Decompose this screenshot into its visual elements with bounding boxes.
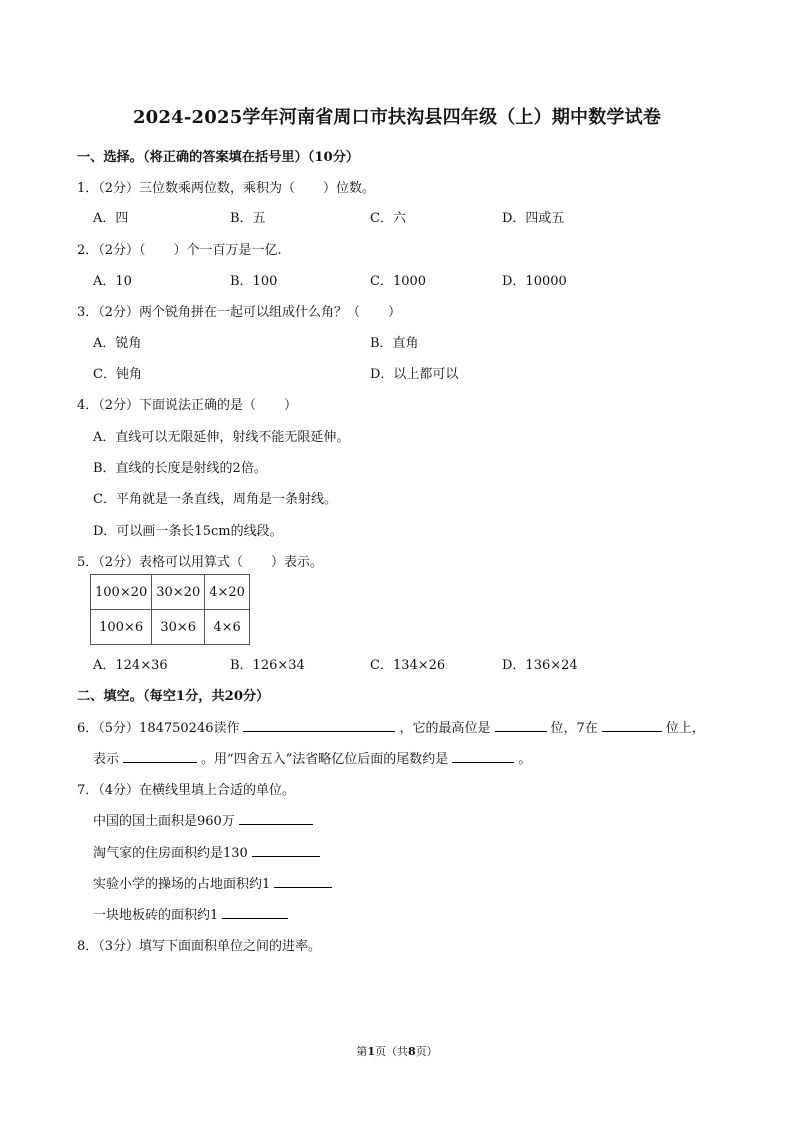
q6-text-7: 。: [518, 752, 532, 767]
question-5-stem-b: ）表示。: [271, 555, 324, 570]
q7-item-3-text: 实验小学的操场的占地面积约1: [93, 877, 271, 892]
q7-item-4: [93, 904, 292, 923]
question-1: [77, 177, 375, 196]
q1-option-d[interactable]: D．四或五: [502, 211, 565, 226]
question-6-line-2: [93, 748, 531, 767]
q2-option-c[interactable]: C．1000: [370, 274, 427, 289]
table-cell: 100×20: [91, 575, 152, 610]
question-4-stem-b: ）: [284, 398, 298, 413]
question-5: [77, 551, 323, 570]
section-1-heading: 一、选择。（将正确的答案填在括号里）（10分）: [77, 150, 360, 165]
q7-item-1-text: 中国的国土面积是960万: [93, 814, 235, 829]
question-4: [77, 394, 297, 413]
table-cell: 30×20: [152, 575, 205, 610]
table-row: [91, 610, 250, 645]
q2-option-d[interactable]: D．10000: [502, 274, 567, 289]
q4-option-a[interactable]: A．直线可以无限延伸，射线不能无限延伸。: [93, 430, 350, 445]
q5-option-a[interactable]: A．124×36: [93, 658, 168, 673]
question-2-stem-b: ）个一百万是一亿.: [173, 243, 282, 258]
question-2: [77, 239, 282, 258]
multiplication-table: [90, 574, 250, 645]
q7-item-2: [93, 842, 324, 861]
q4-option-d[interactable]: D．可以画一条长15cm的线段。: [93, 524, 283, 539]
question-3-stem-b: ）: [388, 305, 402, 320]
q5-option-b[interactable]: B．126×34: [230, 658, 305, 673]
q6-text-5: 表示: [93, 752, 120, 767]
q1-option-c[interactable]: C．六: [370, 211, 406, 226]
question-5-stem-a: 5．（2分）表格可以用算式（: [77, 555, 244, 570]
q4-option-b[interactable]: B．直线的长度是射线的2倍。: [93, 461, 267, 476]
table-cell: 4×6: [205, 610, 250, 645]
q7-blank-3[interactable]: [274, 873, 332, 888]
page-total: 8: [408, 1045, 416, 1058]
q5-option-c[interactable]: C．134×26: [370, 658, 446, 673]
section-2-heading: 二、填空。（每空1分，共20分）: [77, 689, 270, 704]
q1-option-b[interactable]: B．五: [230, 211, 266, 226]
page-number: 1: [367, 1045, 375, 1058]
q6-blank-reading[interactable]: [243, 717, 395, 732]
question-8: 8．（3分）填写下面面积单位之间的进率。: [77, 939, 322, 954]
q6-text-6: 。用“四舍五入”法省略亿位后面的尾数约是: [201, 752, 449, 767]
q3-option-b[interactable]: B．直角: [370, 336, 419, 351]
q6-blank-approximation[interactable]: [452, 748, 514, 763]
q2-option-b[interactable]: B．100: [230, 274, 278, 289]
question-6-line-1: [77, 717, 705, 736]
q7-blank-1[interactable]: [239, 810, 313, 825]
q3-option-a[interactable]: A．锐角: [93, 336, 142, 351]
question-3-stem-a: 3．（2分）两个锐角拼在一起可以组成什么角？（: [77, 305, 361, 320]
page-title: 2024-2025学年河南省周口市扶沟县四年级（上）期中数学试卷: [132, 107, 662, 128]
q2-option-a[interactable]: A．10: [93, 274, 132, 289]
question-1-stem-b: ）位数。: [323, 181, 376, 196]
question-3: [77, 301, 401, 320]
question-4-stem-a: 4．（2分）下面说法正确的是（: [77, 398, 257, 413]
q3-option-d[interactable]: D．以上都可以: [370, 367, 459, 382]
table-row: [91, 575, 250, 610]
page-footer: [0, 1043, 794, 1059]
table-cell: 30×6: [152, 610, 205, 645]
q3-option-c[interactable]: C．钝角: [93, 367, 142, 382]
q5-option-d[interactable]: D．136×24: [502, 658, 578, 673]
question-7: 7．（4分）在横线里填上合适的单位。: [77, 783, 296, 798]
q6-text-2: ，它的最高位是: [399, 721, 491, 736]
q6-blank-highest-place[interactable]: [495, 717, 547, 732]
q6-text-1: 6．（5分）184750246读作: [77, 721, 240, 736]
table-cell: 4×20: [205, 575, 250, 610]
q6-text-4: 位上，: [665, 721, 705, 736]
q7-item-3: [93, 873, 336, 892]
table-cell: 100×6: [91, 610, 152, 645]
q7-blank-4[interactable]: [222, 904, 288, 919]
q7-item-1: [93, 810, 317, 829]
q7-item-4-text: 一块地板砖的面积约1: [93, 908, 219, 923]
footer-text: 页）: [415, 1045, 438, 1058]
q1-option-a[interactable]: A．四: [93, 211, 129, 226]
q4-option-c[interactable]: C．平角就是一条直线，周角是一条射线。: [93, 492, 337, 507]
footer-text: 第: [356, 1045, 368, 1058]
footer-text: 页（共: [375, 1045, 408, 1058]
q6-blank-digit-place[interactable]: [602, 717, 662, 732]
q7-blank-2[interactable]: [252, 842, 320, 857]
q6-blank-meaning[interactable]: [123, 748, 197, 763]
q7-item-2-text: 淘气家的住房面积约是130: [93, 846, 248, 861]
q6-text-3: 位，7在: [550, 721, 598, 736]
question-1-stem-a: 1．（2分）三位数乘两位数，乘积为（: [77, 181, 296, 196]
question-2-stem-a: 2．（2分）（: [77, 243, 146, 258]
